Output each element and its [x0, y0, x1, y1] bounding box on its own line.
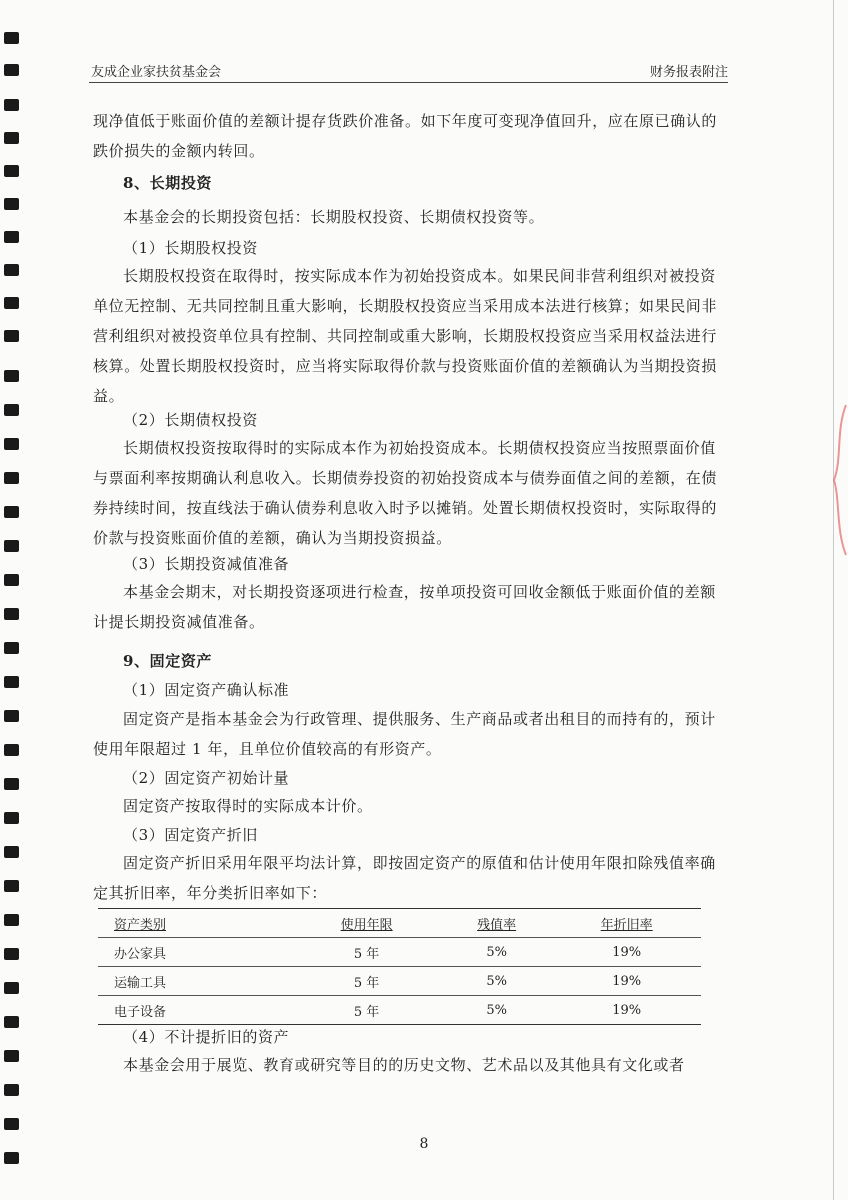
- spiral-binding: [0, 0, 24, 1200]
- col-header-residual-rate: 残值率: [477, 917, 517, 933]
- paragraph-inventory-tail: 现净值低于账面价值的差额计提存货跌价准备。如下年度可变现净值回升，应在原已确认的跌价损失的金额内转回。: [93, 112, 718, 160]
- cell-asset-category: 运输工具: [98, 967, 292, 996]
- subheading-impairment: （3）长期投资减值准备: [123, 555, 290, 573]
- col-header-useful-life: 使用年限: [340, 917, 393, 933]
- cell-residual-rate: 5%: [441, 967, 552, 996]
- binding-hole: [4, 948, 19, 960]
- col-header-annual-rate: 年折旧率: [600, 917, 653, 933]
- cell-useful-life: 5 年: [292, 996, 441, 1025]
- binding-hole: [4, 297, 19, 309]
- paragraph-initial-measurement: 固定资产按取得时的实际成本计价。: [123, 797, 373, 815]
- binding-hole: [4, 1152, 19, 1164]
- binding-hole: [4, 1118, 19, 1130]
- subheading-non-depreciable: （4）不计提折旧的资产: [123, 1028, 290, 1046]
- cell-asset-category: 办公家具: [98, 938, 292, 967]
- binding-hole: [4, 438, 19, 450]
- paragraph-equity-investment: 长期股权投资在取得时，按实际成本作为初始投资成本。如果民间非营利组织对被投资单位无控制、无共同控制且重大影响，长期股权投资应当采用成本法进行核算；如果民间非营利组织对被投资单位具有控制、共同控制或重大影响，长期股权投资应当采用权益法进行核算。处置长期股权投资时，应当将实际取得价款与投资账面价值的差额确认为当期投资损益。: [93, 267, 718, 405]
- binding-hole: [4, 642, 19, 654]
- cell-residual-rate: 5%: [441, 996, 552, 1025]
- table-row: [98, 967, 701, 996]
- cell-useful-life: 5 年: [292, 938, 441, 967]
- binding-hole: [4, 1016, 19, 1028]
- binding-hole: [4, 231, 19, 243]
- subheading-initial-measurement: （2）固定资产初始计量: [123, 769, 290, 787]
- binding-hole: [4, 264, 19, 276]
- binding-hole: [4, 198, 19, 210]
- table-row: [98, 996, 701, 1025]
- binding-hole: [4, 982, 19, 994]
- depreciation-table: [98, 908, 701, 1025]
- subheading-equity-investment: （1）长期股权投资: [123, 239, 258, 257]
- page-header: [89, 58, 728, 83]
- col-header-asset-category: 资产类别: [114, 917, 167, 933]
- cell-annual-rate: 19%: [552, 938, 701, 967]
- binding-hole: [4, 64, 19, 76]
- binding-hole: [4, 778, 19, 790]
- binding-hole: [4, 846, 19, 858]
- binding-hole: [4, 608, 19, 620]
- binding-hole: [4, 540, 19, 552]
- page-number: 8: [419, 1136, 429, 1152]
- header-doc-type: 财务报表附注: [649, 65, 728, 80]
- binding-hole: [4, 506, 19, 518]
- binding-hole: [4, 132, 19, 144]
- cell-annual-rate: 19%: [552, 996, 701, 1025]
- section-heading-long-term-investment: 8、长期投资: [123, 174, 213, 192]
- table-row: [98, 938, 701, 967]
- binding-hole: [4, 812, 19, 824]
- binding-hole: [4, 710, 19, 722]
- binding-hole: [4, 32, 19, 44]
- page-edge-line: [833, 0, 834, 1200]
- cell-residual-rate: 5%: [441, 938, 552, 967]
- binding-hole: [4, 914, 19, 926]
- cell-useful-life: 5 年: [292, 967, 441, 996]
- subheading-depreciation: （3）固定资产折旧: [123, 826, 258, 844]
- subheading-recognition: （1）固定资产确认标准: [123, 681, 290, 699]
- paragraph-impairment: 本基金会期末，对长期投资逐项进行检查，按单项投资可回收金额低于账面价值的差额计提长期投资减值准备。: [93, 583, 716, 631]
- binding-hole: [4, 574, 19, 586]
- paragraph-depreciation: 固定资产折旧采用年限平均法计算，即按固定资产的原值和估计使用年限扣除残值率确定其折旧率，年分类折旧率如下：: [93, 854, 716, 902]
- binding-hole: [4, 472, 19, 484]
- cell-asset-category: 电子设备: [98, 996, 292, 1025]
- binding-hole: [4, 1050, 19, 1062]
- binding-hole: [4, 744, 19, 756]
- binding-hole: [4, 1084, 19, 1096]
- binding-hole: [4, 676, 19, 688]
- red-seal-fragment: [830, 400, 848, 560]
- binding-hole: [4, 330, 19, 342]
- cell-annual-rate: 19%: [552, 967, 701, 996]
- section-heading-fixed-assets: 9、固定资产: [123, 652, 213, 670]
- binding-hole: [4, 165, 19, 177]
- binding-hole: [4, 404, 19, 416]
- binding-hole: [4, 370, 19, 382]
- table-header-row: [98, 909, 701, 938]
- paragraph-long-term-investment-intro: 本基金会的长期投资包括：长期股权投资、长期债权投资等。: [123, 208, 545, 226]
- paragraph-non-depreciable: 本基金会用于展览、教育或研究等目的的历史文物、艺术品以及其他具有文化或者: [123, 1056, 685, 1074]
- paragraph-recognition: 固定资产是指本基金会为行政管理、提供服务、生产商品或者出租目的而持有的，预计使用年限超过 1 年，且单位价值较高的有形资产。: [93, 710, 716, 758]
- binding-hole: [4, 880, 19, 892]
- header-org-name: 友成企业家扶贫基金会: [91, 65, 222, 80]
- binding-hole: [4, 99, 19, 111]
- subheading-debt-investment: （2）长期债权投资: [123, 411, 258, 429]
- paragraph-debt-investment: 长期债权投资按取得时的实际成本作为初始投资成本。长期债权投资应当按照票面价值与票面利率按期确认利息收入。长期债券投资的初始投资成本与债券面值之间的差额，在债券持续时间，按直线法于确认债券利息收入时予以摊销。处置长期债权投资时，实际取得的价款与投资账面价值的差额，确认为当期投资损益。: [93, 439, 718, 547]
